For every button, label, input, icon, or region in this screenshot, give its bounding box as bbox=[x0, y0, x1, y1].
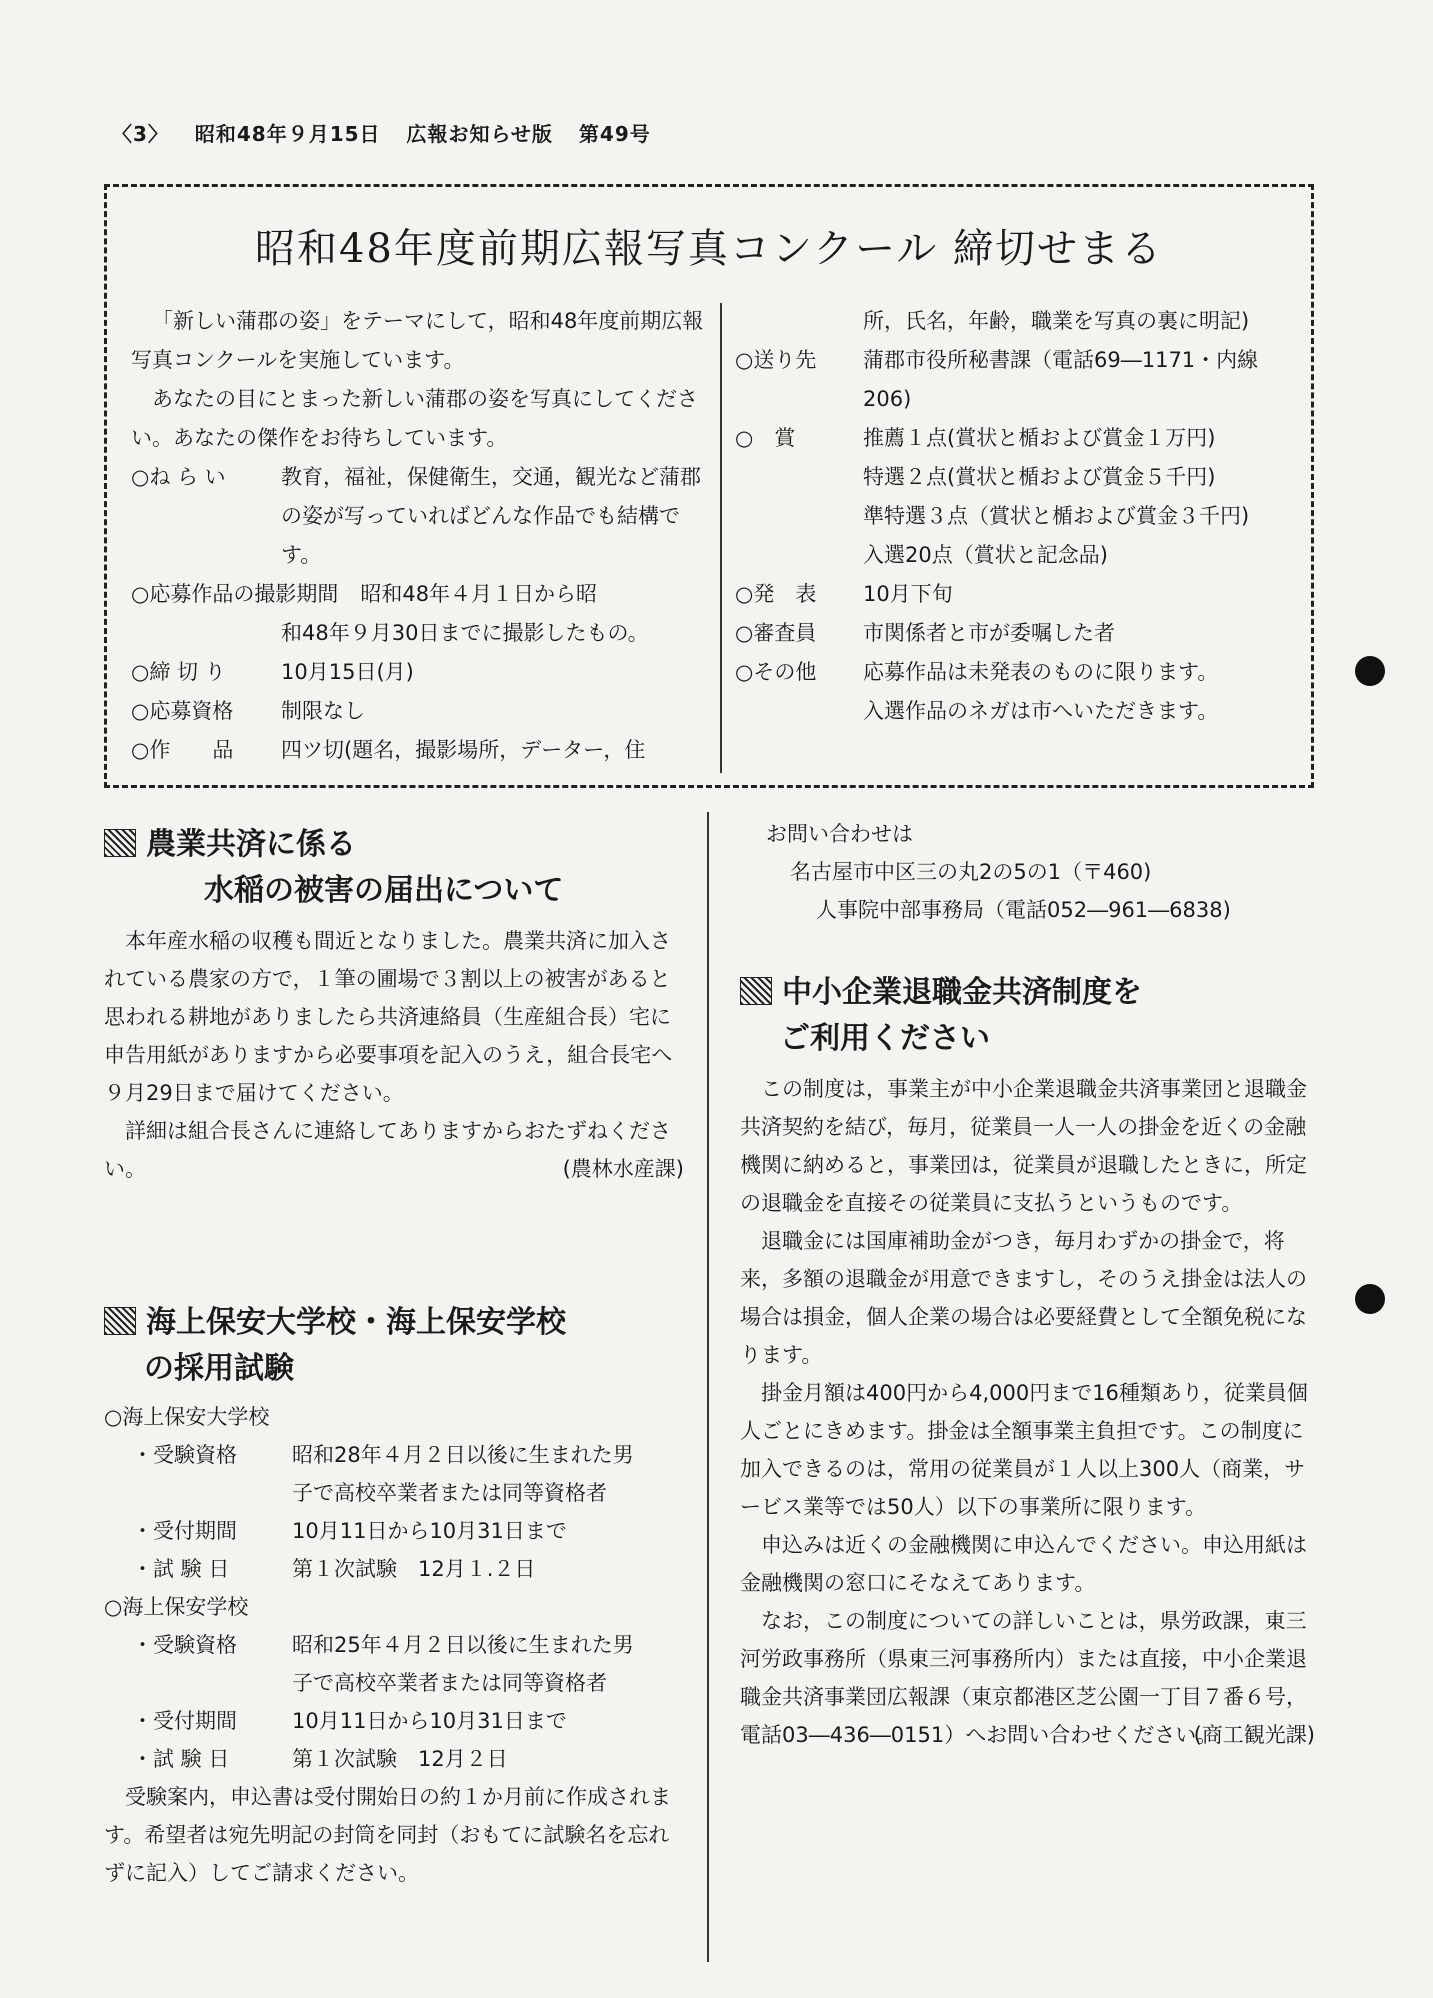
contest-left-column bbox=[131, 302, 711, 770]
contest-deadline bbox=[131, 653, 711, 692]
eligibility-value: 制限なし bbox=[281, 699, 365, 723]
contest-prize bbox=[735, 419, 1305, 458]
photo-contest-box bbox=[104, 184, 1314, 788]
coast-title-2: の採用試験 bbox=[144, 1351, 294, 1386]
contest-judges bbox=[735, 614, 1305, 653]
announce-label: ○発 表 bbox=[735, 582, 817, 606]
issue-date: 昭和48年９月15日 bbox=[194, 122, 381, 146]
s1-period: ・受付期間 10月11日から10月31日まで bbox=[132, 1519, 567, 1543]
page-header bbox=[112, 118, 669, 147]
agri-title-1: 農業共済に係る bbox=[104, 822, 684, 868]
coast-guard-article bbox=[104, 1300, 684, 1892]
column-divider bbox=[720, 303, 722, 773]
work-label: ○作 品 bbox=[131, 738, 234, 762]
announce-value: 10月下旬 bbox=[863, 582, 953, 606]
sme-dept: (商工観光課) bbox=[1193, 1723, 1315, 1747]
other-label: ○その他 bbox=[735, 660, 817, 684]
sme-title-2: ご利用ください bbox=[780, 1021, 990, 1056]
prize-1: 推薦１点(賞状と楯および賞金１万円) bbox=[863, 426, 1216, 450]
coast-contact bbox=[740, 815, 1315, 929]
sme-article bbox=[740, 970, 1315, 1754]
s1-requirement: ・受験資格 昭和28年４月２日以後に生まれた男 bbox=[132, 1443, 634, 1467]
coast-title-1: 海上保安大学校・海上保安学校 bbox=[104, 1300, 684, 1346]
sme-title-1: 中小企業退職金共済制度を bbox=[740, 970, 1315, 1016]
contest-work bbox=[131, 731, 711, 770]
work-value-2: 所，氏名，年齢，職業を写真の裏に明記) bbox=[863, 309, 1250, 333]
s1-exam: ・試 験 日 第１次試験 12月１.２日 bbox=[132, 1557, 536, 1581]
contest-intro-1: 「新しい蒲郡の姿」をテーマにして，昭和48年度前期広報写真コンクールを実施しています。 bbox=[131, 309, 704, 372]
contact-org: 人事院中部事務局（電話052―961―6838) bbox=[816, 898, 1231, 922]
prize-3: 準特選３点（賞状と楯および賞金３千円) bbox=[863, 504, 1250, 528]
contest-right-column bbox=[735, 302, 1305, 731]
sme-para-1: この制度は，事業主が中小企業退職金共済事業団と退職金共済契約を結び，毎月，従業員一人一人の掛金を近くの金融機関に納めると，事業団は，従業員が退職したときに，所定の退職金を直接その従業員に支払うというものです。 bbox=[740, 1077, 1307, 1215]
binding-hole-icon bbox=[1355, 1284, 1385, 1314]
agri-body-2: 詳細は組合長さんに連絡してありますからおたずねください。 bbox=[104, 1119, 671, 1181]
sme-para-5: なお，この制度についての詳しいことは，県労政課，東三河労政事務所（県東三河事務所内）または直接，中小企業退職金共済事業団広報課（東京都港区芝公園一丁目７番６号，電話03―436―0151）へお問い合わせください。 bbox=[740, 1609, 1307, 1747]
contact-address: 名古屋市中区三の丸2の5の1（〒460) bbox=[790, 860, 1152, 884]
prize-label: ○ 賞 bbox=[735, 426, 796, 450]
page-number: 〈3〉 bbox=[112, 122, 169, 146]
contest-send bbox=[735, 341, 1305, 419]
period-label: ○応募作品の撮影期間 bbox=[131, 582, 339, 606]
coast-note: 受験案内，申込書は受付開始日の約１か月前に作成されます。希望者は宛先明記の封筒を同封（おもてに試験名を忘れずに記入）してご請求ください。 bbox=[104, 1785, 671, 1885]
contest-announce bbox=[735, 575, 1305, 614]
prize-2: 特選２点(賞状と楯および賞金５千円) bbox=[863, 465, 1216, 489]
heading-marker-icon bbox=[104, 1307, 136, 1335]
deadline-label: ○締 切 り bbox=[131, 660, 226, 684]
s2-requirement: ・受験資格 昭和25年４月２日以後に生まれた男 bbox=[132, 1633, 634, 1657]
contest-period bbox=[131, 575, 711, 614]
contest-other bbox=[735, 653, 1305, 692]
contest-intro-2: あなたの目にとまった新しい蒲郡の姿を写真にしてください。あなたの傑作をお待ちしています。 bbox=[131, 387, 698, 450]
other-value-1: 応募作品は未発表のものに限ります。 bbox=[863, 660, 1219, 684]
heading-marker-icon bbox=[740, 977, 772, 1005]
aim-label: ○ね ら い bbox=[131, 465, 226, 489]
judges-label: ○審査員 bbox=[735, 621, 817, 645]
school-2: ○海上保安学校 bbox=[104, 1595, 249, 1619]
column-divider-lower bbox=[707, 812, 709, 1962]
s2-requirement-cont: 子で高校卒業者または同等資格者 bbox=[292, 1671, 607, 1695]
judges-value: 市関係者と市が委嘱した者 bbox=[863, 621, 1115, 645]
eligibility-label: ○応募資格 bbox=[131, 699, 234, 723]
publication-name: 広報お知らせ版 bbox=[406, 122, 553, 146]
agri-title-2: 水稲の被害の届出について bbox=[204, 873, 564, 908]
contest-aim bbox=[131, 458, 711, 575]
work-value-1: 四ツ切(題名，撮影場所，データー，住 bbox=[281, 738, 646, 762]
sme-para-2: 退職金には国庫補助金がつき，毎月わずかの掛金で，将来，多額の退職金が用意できますし，そのうえ掛金は法人の場合は損金，個人企業の場合は必要経費として全額免税になります。 bbox=[740, 1229, 1307, 1367]
agri-body-1: 本年産水稲の収穫も間近となりました。農業共済に加入されている農家の方で，１筆の圃場で３割以上の被害があると思われる耕地がありましたら共済連絡員（生産組合長）宅に申告用紙がありますから必要事項を記入のうえ，組合長宅へ９月29日まで届けてください。 bbox=[104, 929, 673, 1105]
aim-value: 教育，福祉，保健衛生，交通，観光など蒲郡の姿が写っていればどんな作品でも結構です。 bbox=[281, 465, 701, 567]
deadline-value: 10月15日(月) bbox=[281, 660, 414, 684]
s2-exam: ・試 験 日 第１次試験 12月２日 bbox=[132, 1747, 508, 1771]
school-1: ○海上保安大学校 bbox=[104, 1405, 270, 1429]
sme-para-3: 掛金月額は400円から4,000円まで16種類あり，従業員個人ごとにきめます。掛金は全額事業主負担です。この制度に加入できるのは，常用の従業員が１人以上300人（商業，サービス業等では50人）以下の事業所に限ります。 bbox=[740, 1381, 1308, 1519]
sme-para-4: 申込みは近くの金融機関に申込んでください。申込用紙は金融機関の窓口にそなえてあります。 bbox=[740, 1533, 1307, 1595]
binding-hole-icon bbox=[1355, 656, 1385, 686]
send-value: 蒲郡市役所秘書課（電話69―1171・内線206) bbox=[863, 348, 1259, 411]
s1-requirement-cont: 子で高校卒業者または同等資格者 bbox=[292, 1481, 607, 1505]
s2-period: ・受付期間 10月11日から10月31日まで bbox=[132, 1709, 567, 1733]
heading-marker-icon bbox=[104, 829, 136, 857]
contest-eligibility bbox=[131, 692, 711, 731]
agri-dept: (農林水産課) bbox=[562, 1157, 684, 1181]
prize-4: 入選20点（賞状と記念品) bbox=[863, 543, 1108, 567]
send-label: ○送り先 bbox=[735, 348, 817, 372]
contact-label: お問い合わせは bbox=[766, 822, 913, 846]
other-value-2: 入選作品のネガは市へいただきます。 bbox=[863, 699, 1219, 723]
issue-number: 第49号 bbox=[578, 122, 651, 146]
period-value-1: 昭和48年４月１日から昭 bbox=[360, 582, 598, 606]
agri-article bbox=[104, 822, 684, 1188]
contest-title: 昭和48年度前期広報写真コンクール 締切せまる bbox=[254, 226, 1163, 272]
period-value-2: 和48年９月30日までに撮影したもの。 bbox=[281, 621, 649, 645]
